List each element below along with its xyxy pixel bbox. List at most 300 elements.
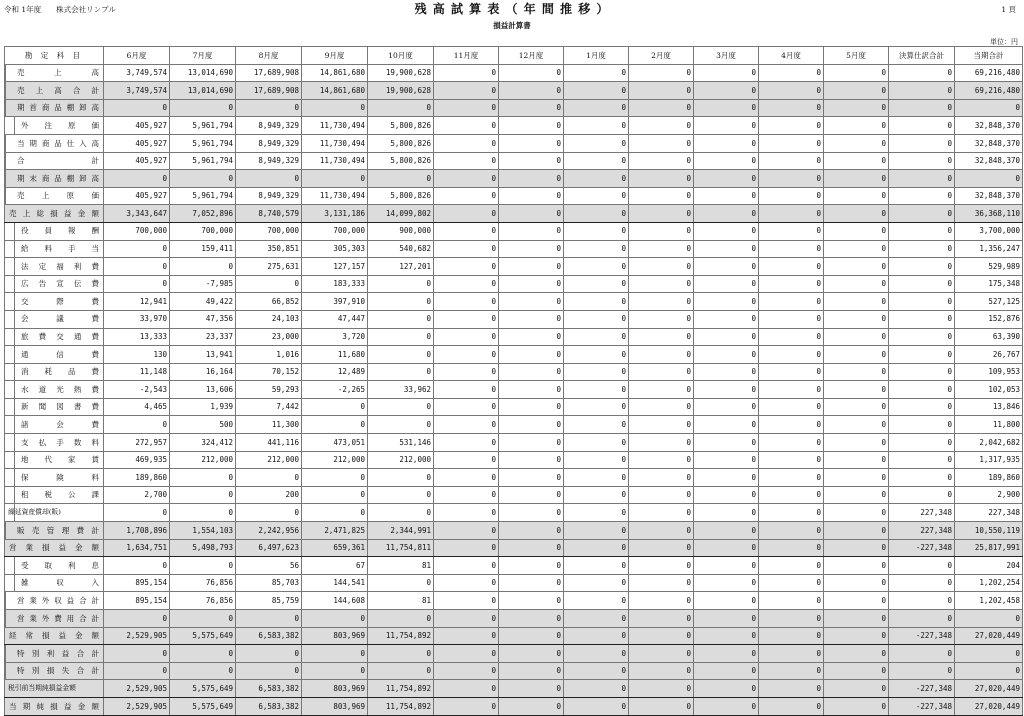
- value-cell: 0: [236, 504, 302, 522]
- value-cell: 0: [694, 610, 759, 628]
- value-cell: 13,846: [955, 398, 1023, 416]
- value-cell: 0: [759, 117, 824, 135]
- value-cell: 0: [629, 486, 694, 504]
- value-cell: 36,368,110: [955, 205, 1023, 223]
- value-cell: 469,935: [104, 451, 170, 469]
- value-cell: 25,817,991: [955, 539, 1023, 557]
- value-cell: 0: [564, 469, 629, 487]
- report-title: 残 高 試 算 表 （ 年 間 推 移 ）: [414, 2, 610, 16]
- value-cell: 0: [824, 645, 889, 663]
- value-cell: 0: [302, 99, 368, 117]
- value-cell: 0: [170, 99, 236, 117]
- value-cell: 0: [499, 187, 564, 205]
- table-row: [5, 416, 1023, 434]
- account-name-cell: 売 上 高 合 計: [5, 82, 104, 100]
- value-cell: 0: [759, 486, 824, 504]
- value-cell: 473,051: [302, 434, 368, 452]
- value-cell: 2,529,905: [104, 680, 170, 698]
- value-cell: 0: [368, 469, 434, 487]
- value-cell: 0: [368, 275, 434, 293]
- value-cell: 0: [629, 469, 694, 487]
- value-cell: 0: [499, 381, 564, 399]
- value-cell: 0: [499, 205, 564, 223]
- value-cell: 109,953: [955, 363, 1023, 381]
- value-cell: 0: [499, 64, 564, 82]
- value-cell: 0: [759, 170, 824, 188]
- value-cell: 0: [889, 222, 955, 240]
- value-cell: 0: [694, 170, 759, 188]
- value-cell: 0: [694, 187, 759, 205]
- value-cell: 0: [629, 522, 694, 540]
- table-row: [5, 627, 1023, 645]
- table-header-row: [5, 47, 1023, 65]
- value-cell: 0: [434, 170, 499, 188]
- value-cell: 63,390: [955, 328, 1023, 346]
- value-cell: -2,543: [104, 381, 170, 399]
- value-cell: 11,148: [104, 363, 170, 381]
- value-cell: 0: [824, 258, 889, 276]
- value-cell: 0: [759, 610, 824, 628]
- value-cell: 0: [499, 504, 564, 522]
- value-cell: 0: [759, 539, 824, 557]
- value-cell: 6,583,382: [236, 697, 302, 715]
- account-name-cell: 外 注 原 価: [5, 117, 104, 135]
- value-cell: 0: [889, 170, 955, 188]
- value-cell: 56: [236, 557, 302, 575]
- value-cell: 16,164: [170, 363, 236, 381]
- value-cell: 0: [564, 170, 629, 188]
- table-row: [5, 240, 1023, 258]
- value-cell: 0: [824, 451, 889, 469]
- value-cell: 11,680: [302, 346, 368, 364]
- value-cell: 0: [629, 539, 694, 557]
- value-cell: 13,606: [170, 381, 236, 399]
- value-cell: 69,216,480: [955, 64, 1023, 82]
- value-cell: 0: [170, 662, 236, 680]
- value-cell: 159,411: [170, 240, 236, 258]
- value-cell: 11,754,892: [368, 627, 434, 645]
- table-row: [5, 170, 1023, 188]
- value-cell: 27,020,449: [955, 680, 1023, 698]
- value-cell: 0: [564, 398, 629, 416]
- value-cell: 0: [694, 346, 759, 364]
- column-header: 7月度: [170, 47, 236, 65]
- value-cell: 0: [889, 82, 955, 100]
- value-cell: 0: [889, 416, 955, 434]
- value-cell: 0: [434, 486, 499, 504]
- value-cell: 0: [499, 680, 564, 698]
- value-cell: 0: [629, 627, 694, 645]
- value-cell: 0: [629, 592, 694, 610]
- value-cell: 0: [694, 222, 759, 240]
- value-cell: 0: [564, 539, 629, 557]
- account-name-cell: 経常損益金額: [5, 627, 104, 645]
- value-cell: 14,861,680: [302, 82, 368, 100]
- value-cell: 127,201: [368, 258, 434, 276]
- value-cell: 0: [694, 469, 759, 487]
- value-cell: 12,941: [104, 293, 170, 311]
- value-cell: 0: [759, 64, 824, 82]
- account-name-cell: 当期商品仕入高: [5, 134, 104, 152]
- report-subtitle: 損益計算書: [493, 21, 531, 30]
- value-cell: 0: [629, 398, 694, 416]
- value-cell: 0: [499, 240, 564, 258]
- value-cell: 324,412: [170, 434, 236, 452]
- table-row: [5, 434, 1023, 452]
- value-cell: 0: [499, 662, 564, 680]
- value-cell: 5,498,793: [170, 539, 236, 557]
- value-cell: 0: [302, 486, 368, 504]
- account-name-cell: 支 払 手 数 料: [5, 434, 104, 452]
- value-cell: 0: [955, 645, 1023, 663]
- value-cell: 305,303: [302, 240, 368, 258]
- value-cell: 5,961,794: [170, 134, 236, 152]
- value-cell: 700,000: [104, 222, 170, 240]
- value-cell: 0: [236, 610, 302, 628]
- value-cell: 11,754,892: [368, 697, 434, 715]
- account-name-cell: 期末商品棚卸高: [5, 170, 104, 188]
- value-cell: 24,103: [236, 310, 302, 328]
- value-cell: 26,767: [955, 346, 1023, 364]
- value-cell: 0: [889, 187, 955, 205]
- value-cell: 0: [499, 539, 564, 557]
- value-cell: 23,337: [170, 328, 236, 346]
- table-row: [5, 346, 1023, 364]
- value-cell: 0: [824, 486, 889, 504]
- value-cell: 0: [170, 486, 236, 504]
- value-cell: 13,333: [104, 328, 170, 346]
- value-cell: 11,730,494: [302, 152, 368, 170]
- value-cell: 67: [302, 557, 368, 575]
- value-cell: 0: [368, 328, 434, 346]
- value-cell: 6,497,623: [236, 539, 302, 557]
- column-header: 12月度: [499, 47, 564, 65]
- value-cell: 144,541: [302, 574, 368, 592]
- value-cell: 3,720: [302, 328, 368, 346]
- value-cell: -227,348: [889, 627, 955, 645]
- value-cell: 0: [434, 363, 499, 381]
- value-cell: 0: [629, 240, 694, 258]
- value-cell: 0: [236, 469, 302, 487]
- value-cell: 0: [889, 99, 955, 117]
- value-cell: 659,361: [302, 539, 368, 557]
- value-cell: 0: [564, 152, 629, 170]
- value-cell: 0: [434, 451, 499, 469]
- column-header: 当期合計: [955, 47, 1023, 65]
- value-cell: 0: [564, 240, 629, 258]
- value-cell: 204: [955, 557, 1023, 575]
- value-cell: 0: [629, 504, 694, 522]
- value-cell: 0: [499, 152, 564, 170]
- value-cell: 0: [759, 346, 824, 364]
- value-cell: 47,447: [302, 310, 368, 328]
- value-cell: 0: [889, 134, 955, 152]
- value-cell: 0: [629, 222, 694, 240]
- value-cell: 0: [302, 398, 368, 416]
- table-row: [5, 152, 1023, 170]
- value-cell: 0: [759, 592, 824, 610]
- value-cell: 0: [302, 416, 368, 434]
- value-cell: 4,465: [104, 398, 170, 416]
- value-cell: 0: [759, 522, 824, 540]
- value-cell: 0: [955, 170, 1023, 188]
- value-cell: 0: [302, 610, 368, 628]
- account-name-cell: 租 税 公 課: [5, 486, 104, 504]
- account-name-cell: 会 議 費: [5, 310, 104, 328]
- value-cell: -227,348: [889, 697, 955, 715]
- value-cell: 803,969: [302, 697, 368, 715]
- value-cell: 0: [759, 293, 824, 311]
- value-cell: 0: [236, 662, 302, 680]
- value-cell: 0: [434, 610, 499, 628]
- value-cell: 3,131,186: [302, 205, 368, 223]
- value-cell: 0: [694, 486, 759, 504]
- value-cell: 0: [564, 662, 629, 680]
- value-cell: 0: [564, 258, 629, 276]
- value-cell: 0: [499, 310, 564, 328]
- column-header: 9月度: [302, 47, 368, 65]
- value-cell: 0: [499, 222, 564, 240]
- value-cell: 0: [759, 82, 824, 100]
- value-cell: 0: [629, 574, 694, 592]
- table-row: [5, 275, 1023, 293]
- value-cell: 2,900: [955, 486, 1023, 504]
- value-cell: 0: [824, 574, 889, 592]
- value-cell: 1,317,935: [955, 451, 1023, 469]
- value-cell: 0: [694, 205, 759, 223]
- value-cell: 0: [824, 469, 889, 487]
- value-cell: 1,634,751: [104, 539, 170, 557]
- value-cell: 0: [759, 416, 824, 434]
- value-cell: 0: [759, 222, 824, 240]
- value-cell: 0: [434, 522, 499, 540]
- value-cell: 0: [824, 592, 889, 610]
- value-cell: 0: [434, 293, 499, 311]
- table-row: [5, 522, 1023, 540]
- account-name-cell: 特別損失合計: [5, 662, 104, 680]
- value-cell: 527,125: [955, 293, 1023, 311]
- value-cell: 0: [824, 240, 889, 258]
- value-cell: 0: [434, 574, 499, 592]
- table-row: [5, 451, 1023, 469]
- value-cell: 0: [564, 134, 629, 152]
- account-name-cell: 消 耗 品 費: [5, 363, 104, 381]
- value-cell: 0: [824, 205, 889, 223]
- value-cell: 0: [889, 293, 955, 311]
- value-cell: 0: [499, 170, 564, 188]
- value-cell: 0: [434, 346, 499, 364]
- value-cell: 0: [694, 134, 759, 152]
- value-cell: 13,014,690: [170, 82, 236, 100]
- account-name-cell: 法 定 福 利 費: [5, 258, 104, 276]
- value-cell: -2,265: [302, 381, 368, 399]
- value-cell: 540,682: [368, 240, 434, 258]
- value-cell: 0: [564, 64, 629, 82]
- value-cell: 0: [564, 416, 629, 434]
- value-cell: 0: [759, 557, 824, 575]
- value-cell: 0: [434, 662, 499, 680]
- table-row: [5, 293, 1023, 311]
- value-cell: 0: [889, 117, 955, 135]
- value-cell: 0: [564, 486, 629, 504]
- value-cell: 85,703: [236, 574, 302, 592]
- value-cell: 0: [889, 469, 955, 487]
- value-cell: 1,202,458: [955, 592, 1023, 610]
- value-cell: 0: [499, 258, 564, 276]
- value-cell: 0: [434, 434, 499, 452]
- table-row: [5, 99, 1023, 117]
- value-cell: 0: [499, 574, 564, 592]
- value-cell: 0: [434, 627, 499, 645]
- value-cell: 19,900,628: [368, 64, 434, 82]
- value-cell: 0: [368, 398, 434, 416]
- value-cell: -7,985: [170, 275, 236, 293]
- value-cell: 0: [629, 187, 694, 205]
- value-cell: 0: [104, 416, 170, 434]
- account-name-cell: 営業外収益合計: [5, 592, 104, 610]
- column-header: 決算仕訳合計: [889, 47, 955, 65]
- value-cell: 5,575,649: [170, 627, 236, 645]
- value-cell: 11,300: [236, 416, 302, 434]
- value-cell: 0: [564, 504, 629, 522]
- value-cell: 11,730,494: [302, 134, 368, 152]
- value-cell: 0: [236, 275, 302, 293]
- value-cell: 1,554,103: [170, 522, 236, 540]
- value-cell: 12,489: [302, 363, 368, 381]
- value-cell: 0: [104, 645, 170, 663]
- account-name-cell: 諸 会 費: [5, 416, 104, 434]
- table-row: [5, 398, 1023, 416]
- value-cell: 0: [170, 469, 236, 487]
- value-cell: 0: [499, 117, 564, 135]
- value-cell: 0: [694, 697, 759, 715]
- value-cell: 0: [499, 469, 564, 487]
- value-cell: 66,852: [236, 293, 302, 311]
- table-row: [5, 381, 1023, 399]
- value-cell: 0: [694, 117, 759, 135]
- value-cell: 212,000: [368, 451, 434, 469]
- value-cell: 0: [434, 697, 499, 715]
- value-cell: 0: [889, 662, 955, 680]
- value-cell: 405,927: [104, 152, 170, 170]
- value-cell: 0: [368, 610, 434, 628]
- value-cell: 227,348: [889, 522, 955, 540]
- value-cell: 49,422: [170, 293, 236, 311]
- value-cell: 0: [564, 99, 629, 117]
- value-cell: 275,631: [236, 258, 302, 276]
- value-cell: 0: [434, 398, 499, 416]
- value-cell: 0: [824, 152, 889, 170]
- value-cell: 0: [564, 592, 629, 610]
- value-cell: 0: [564, 610, 629, 628]
- column-header: 11月度: [434, 47, 499, 65]
- value-cell: 2,344,991: [368, 522, 434, 540]
- account-name-cell: 営業損益金額: [5, 539, 104, 557]
- table-row: [5, 134, 1023, 152]
- value-cell: 0: [434, 416, 499, 434]
- value-cell: 212,000: [236, 451, 302, 469]
- value-cell: 3,749,574: [104, 64, 170, 82]
- value-cell: 0: [564, 451, 629, 469]
- value-cell: 227,348: [889, 504, 955, 522]
- account-name-cell: 旅 費 交 通 費: [5, 328, 104, 346]
- value-cell: 0: [694, 539, 759, 557]
- value-cell: 0: [104, 662, 170, 680]
- value-cell: 405,927: [104, 134, 170, 152]
- table-row: [5, 82, 1023, 100]
- value-cell: 0: [499, 134, 564, 152]
- value-cell: 0: [694, 451, 759, 469]
- value-cell: 895,154: [104, 574, 170, 592]
- value-cell: 0: [759, 627, 824, 645]
- value-cell: 11,754,811: [368, 539, 434, 557]
- value-cell: 0: [368, 416, 434, 434]
- value-cell: 0: [104, 557, 170, 575]
- value-cell: 0: [170, 610, 236, 628]
- value-cell: 0: [104, 275, 170, 293]
- value-cell: 3,749,574: [104, 82, 170, 100]
- value-cell: 0: [236, 99, 302, 117]
- value-cell: 0: [499, 645, 564, 663]
- value-cell: 0: [434, 557, 499, 575]
- table-row: [5, 187, 1023, 205]
- value-cell: 0: [629, 381, 694, 399]
- value-cell: 0: [302, 662, 368, 680]
- value-cell: 0: [499, 522, 564, 540]
- value-cell: 11,730,494: [302, 117, 368, 135]
- value-cell: 0: [170, 557, 236, 575]
- value-cell: 0: [694, 434, 759, 452]
- account-name-cell: 売上総損益金額: [5, 205, 104, 223]
- value-cell: 0: [170, 504, 236, 522]
- value-cell: 152,876: [955, 310, 1023, 328]
- value-cell: 0: [824, 557, 889, 575]
- value-cell: 900,000: [368, 222, 434, 240]
- value-cell: 0: [564, 187, 629, 205]
- account-name-cell: 営業外費用合計: [5, 610, 104, 628]
- value-cell: 0: [499, 328, 564, 346]
- value-cell: 0: [955, 99, 1023, 117]
- value-cell: 3,343,647: [104, 205, 170, 223]
- value-cell: 0: [564, 82, 629, 100]
- value-cell: 0: [694, 398, 759, 416]
- value-cell: 350,851: [236, 240, 302, 258]
- value-cell: 85,759: [236, 592, 302, 610]
- value-cell: 0: [434, 187, 499, 205]
- value-cell: 0: [759, 187, 824, 205]
- value-cell: 700,000: [302, 222, 368, 240]
- value-cell: 0: [759, 662, 824, 680]
- value-cell: 0: [694, 82, 759, 100]
- value-cell: 0: [564, 381, 629, 399]
- value-cell: 2,242,956: [236, 522, 302, 540]
- page-number: 1 頁: [1001, 5, 1016, 14]
- value-cell: 23,000: [236, 328, 302, 346]
- value-cell: 0: [564, 310, 629, 328]
- value-cell: 5,961,794: [170, 117, 236, 135]
- value-cell: 6,583,382: [236, 627, 302, 645]
- value-cell: 0: [759, 680, 824, 698]
- value-cell: 2,042,682: [955, 434, 1023, 452]
- value-cell: 0: [368, 486, 434, 504]
- value-cell: 0: [368, 170, 434, 188]
- value-cell: 0: [889, 486, 955, 504]
- value-cell: 0: [236, 170, 302, 188]
- value-cell: 0: [499, 346, 564, 364]
- account-name-cell: 雑 収 入: [5, 574, 104, 592]
- value-cell: 8,740,579: [236, 205, 302, 223]
- value-cell: 14,861,680: [302, 64, 368, 82]
